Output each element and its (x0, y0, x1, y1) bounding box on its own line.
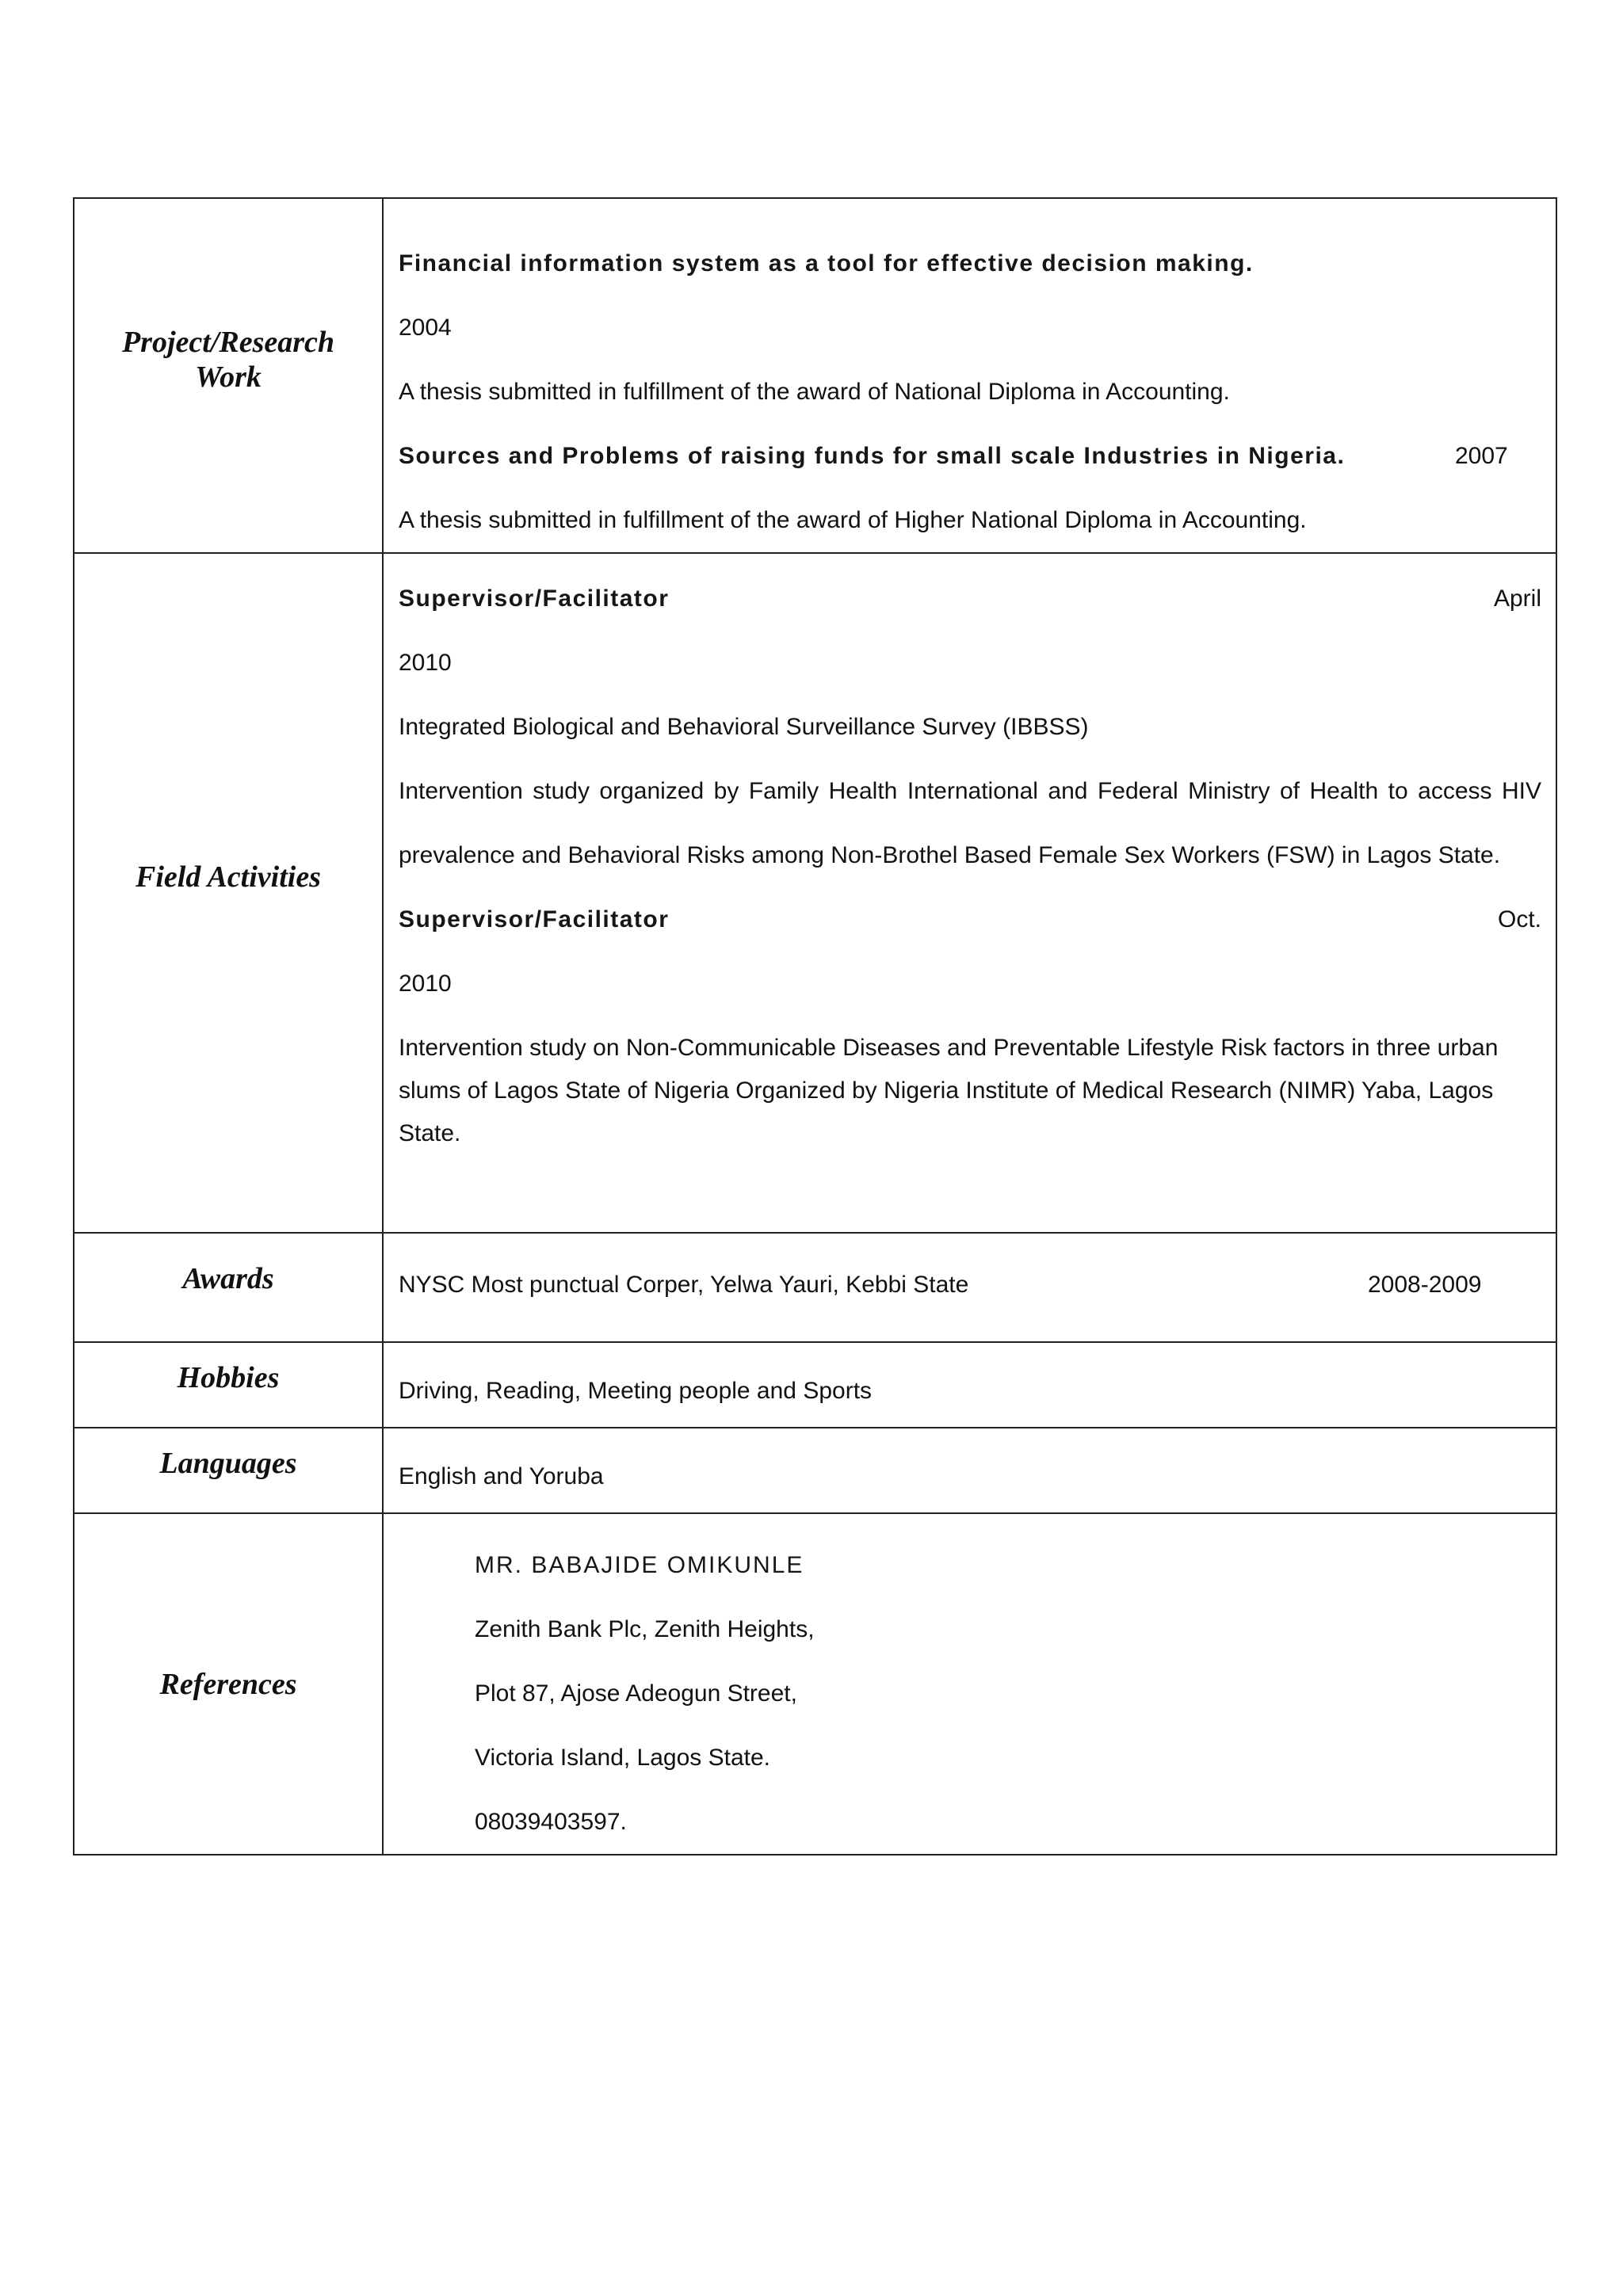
awards-content (383, 1233, 1556, 1342)
project-desc-2: A thesis submitted in fulfillment of the award of Higher National Diploma in Accounting. (399, 507, 1307, 533)
awards-line (399, 1253, 1541, 1317)
references-row (74, 1513, 1556, 1855)
awards-row (74, 1233, 1556, 1342)
awards-years: 2008-2009 (1368, 1271, 1482, 1298)
languages-label (74, 1428, 383, 1513)
project-desc-1: A thesis submitted in fulfillment of the award of National Diploma in Accounting. (399, 379, 1230, 405)
hobbies-row (74, 1342, 1556, 1428)
awards-text: NYSC Most punctual Corper, Yelwa Yauri, Kebbi State (399, 1271, 969, 1298)
field-month-2: Oct. (1497, 906, 1541, 933)
project-label (74, 198, 383, 553)
project-content (383, 198, 1556, 553)
hobbies-label-text: Hobbies (177, 1361, 280, 1394)
reference-phone: 08039403597. (475, 1809, 627, 1835)
project-year-2: 2007 (1455, 443, 1508, 469)
hobbies-label (74, 1342, 383, 1428)
hobbies-text: Driving, Reading, Meeting people and Sports (399, 1377, 873, 1404)
reference-address-3: Victoria Island, Lagos State. (475, 1745, 771, 1771)
hobbies-content (383, 1342, 1556, 1428)
awards-label (74, 1233, 383, 1342)
field-label-text: Field Activities (136, 860, 321, 894)
field-role-line-1 (399, 566, 1541, 631)
awards-label-text: Awards (182, 1262, 274, 1295)
references-label (74, 1513, 383, 1855)
field-role-line-2 (399, 887, 1541, 952)
languages-row (74, 1428, 1556, 1513)
project-year-1: 2004 (399, 315, 452, 341)
field-year-1: 2010 (399, 650, 452, 676)
field-content (383, 553, 1556, 1233)
cv-table (73, 197, 1557, 1855)
references-label-text: References (159, 1667, 297, 1701)
project-title-2: Sources and Problems of raising funds for small scale Industries in Nigeria. (399, 443, 1346, 469)
project-row (74, 198, 1556, 553)
reference-address-2: Plot 87, Ajose Adeogun Street, (475, 1680, 797, 1707)
field-row (74, 553, 1556, 1233)
languages-label-text: Languages (159, 1447, 297, 1480)
reference-name: MR. BABAJIDE OMIKUNLE (475, 1552, 804, 1578)
languages-content (383, 1428, 1556, 1513)
field-desc-1: Intervention study organized by Family Health International and Federal Ministry of Health to access HIV prevalence and Behavioral Risks among Non-Brothel Based Female Sex Workers (FSW) in Lagos State. (399, 778, 1541, 868)
field-role-1: Supervisor/Facilitator (399, 585, 670, 612)
references-content (383, 1513, 1556, 1855)
project-item-2 (399, 424, 1541, 488)
project-title-1: Financial information system as a tool for effective decision making. (399, 250, 1254, 277)
field-year-2: 2010 (399, 971, 452, 997)
field-role-2: Supervisor/Facilitator (399, 906, 670, 933)
field-label (74, 553, 383, 1233)
reference-address-1: Zenith Bank Plc, Zenith Heights, (475, 1616, 815, 1642)
field-month-1: April (1493, 585, 1541, 612)
field-desc-2: Intervention study on Non-Communicable Diseases and Preventable Lifestyle Risk factors in three urban slums of Lagos State of Nigeria Organized by Nigeria Institute of Medical Research (NIMR) Yaba, Lagos State. (399, 1035, 1499, 1146)
project-label-text: Project/Research Work (121, 326, 335, 394)
languages-text: English and Yoruba (399, 1463, 604, 1489)
field-survey-name: Integrated Biological and Behavioral Surveillance Survey (IBBSS) (399, 714, 1089, 740)
